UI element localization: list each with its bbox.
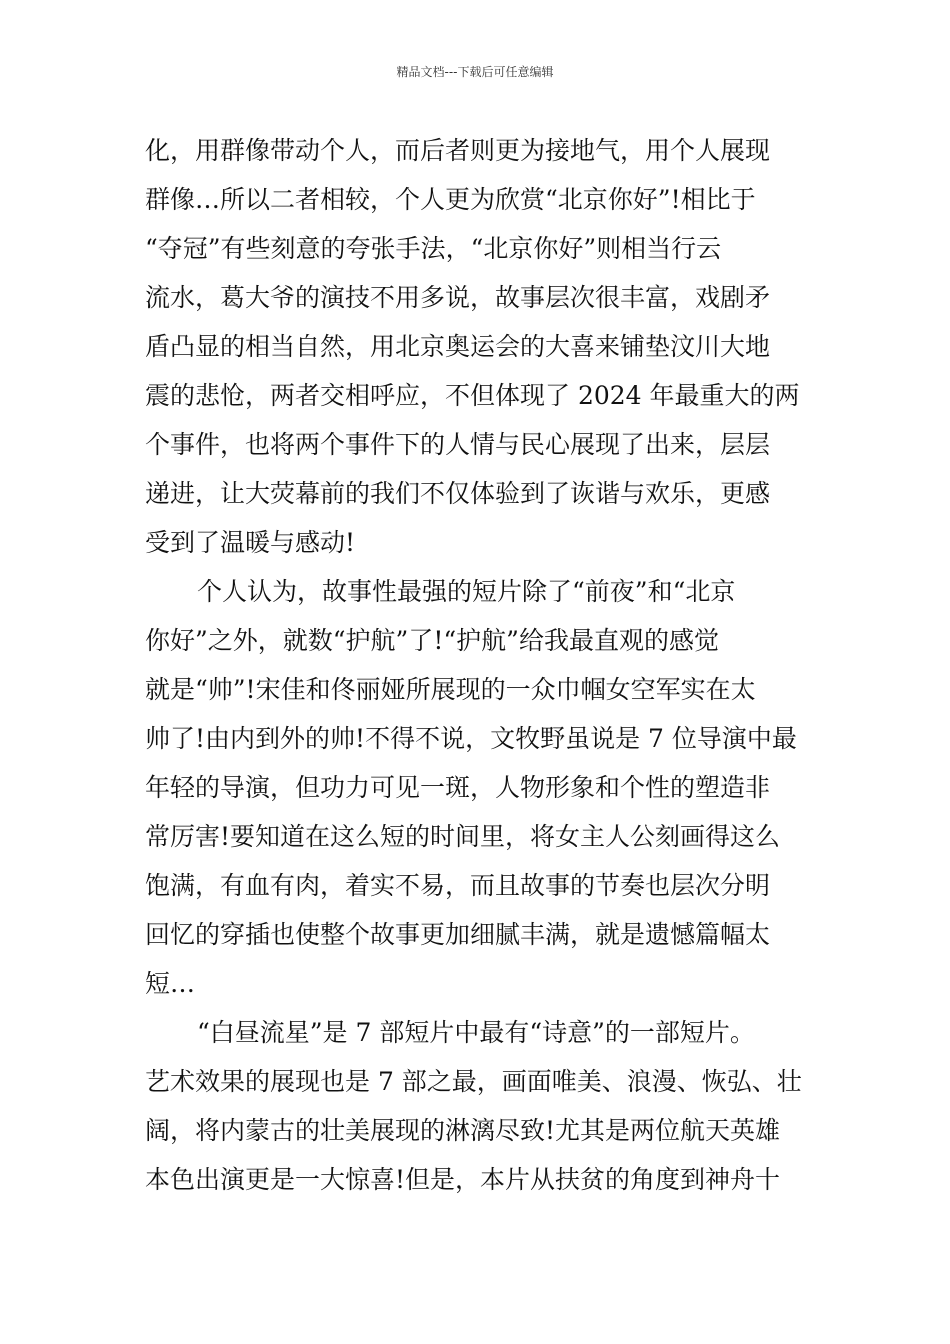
text-line: 震的悲怆，两者交相呼应，不但体现了 2024 年最重大的两 [145,381,800,410]
text-line: 受到了温暖与感动! [145,528,356,557]
paragraph-1 [145,126,807,567]
text-line: 帅了!由内到外的帅!不得不说，文牧野虽说是 7 位导演中最 [145,724,797,753]
text-line: 递进，让大荧幕前的我们不仅体验到了诙谐与欢乐，更感 [145,479,771,508]
text-line: 个人认为，故事性最强的短片除了“前夜”和“北京 [197,577,736,606]
text-line: 回忆的穿插也使整个故事更加细腻丰满，就是遗憾篇幅太 [145,920,771,949]
paragraph-3 [145,1008,807,1204]
text-line: 本色出演更是一大惊喜!但是，本片从扶贫的角度到神舟十 [145,1165,781,1194]
page-header: 精品文档---下载后可任意编辑 [396,65,554,79]
text-line: 短… [145,969,196,998]
document-body [145,126,807,1204]
text-line: 饱满，有血有肉，着实不易，而且故事的节奏也层次分明 [145,871,771,900]
text-line: 常厉害!要知道在这么短的时间里，将女主人公刻画得这么 [145,822,781,851]
text-line: 你好”之外，就数“护航”了!“护航”给我最直观的感觉 [145,626,719,655]
text-line: 就是“帅”!宋佳和佟丽娅所展现的一众巾帼女空军实在太 [145,675,756,704]
text-line: 年轻的导演，但功力可见一斑，人物形象和个性的塑造非 [145,773,771,802]
text-line: 化，用群像带动个人，而后者则更为接地气，用个人展现 [145,136,771,165]
text-line: 阔，将内蒙古的壮美展现的淋漓尽致!尤其是两位航天英雄 [145,1116,781,1145]
text-line: 艺术效果的展现也是 7 部之最，画面唯美、浪漫、恢弘、壮 [145,1067,802,1096]
text-line: 群像…所以二者相较，个人更为欣赏“北京你好”!相比于 [145,185,756,214]
text-line: 流水，葛大爷的演技不用多说，故事层次很丰富，戏剧矛 [145,283,771,312]
text-line: 个事件，也将两个事件下的人情与民心展现了出来，层层 [145,430,771,459]
text-line: “白昼流星”是 7 部短片中最有“诗意”的一部短片。 [197,1018,755,1047]
paragraph-2 [145,567,807,1008]
text-line: “夺冠”有些刻意的夸张手法，“北京你好”则相当行云 [145,234,722,263]
text-line: 盾凸显的相当自然，用北京奥运会的大喜来铺垫汶川大地 [145,332,771,361]
